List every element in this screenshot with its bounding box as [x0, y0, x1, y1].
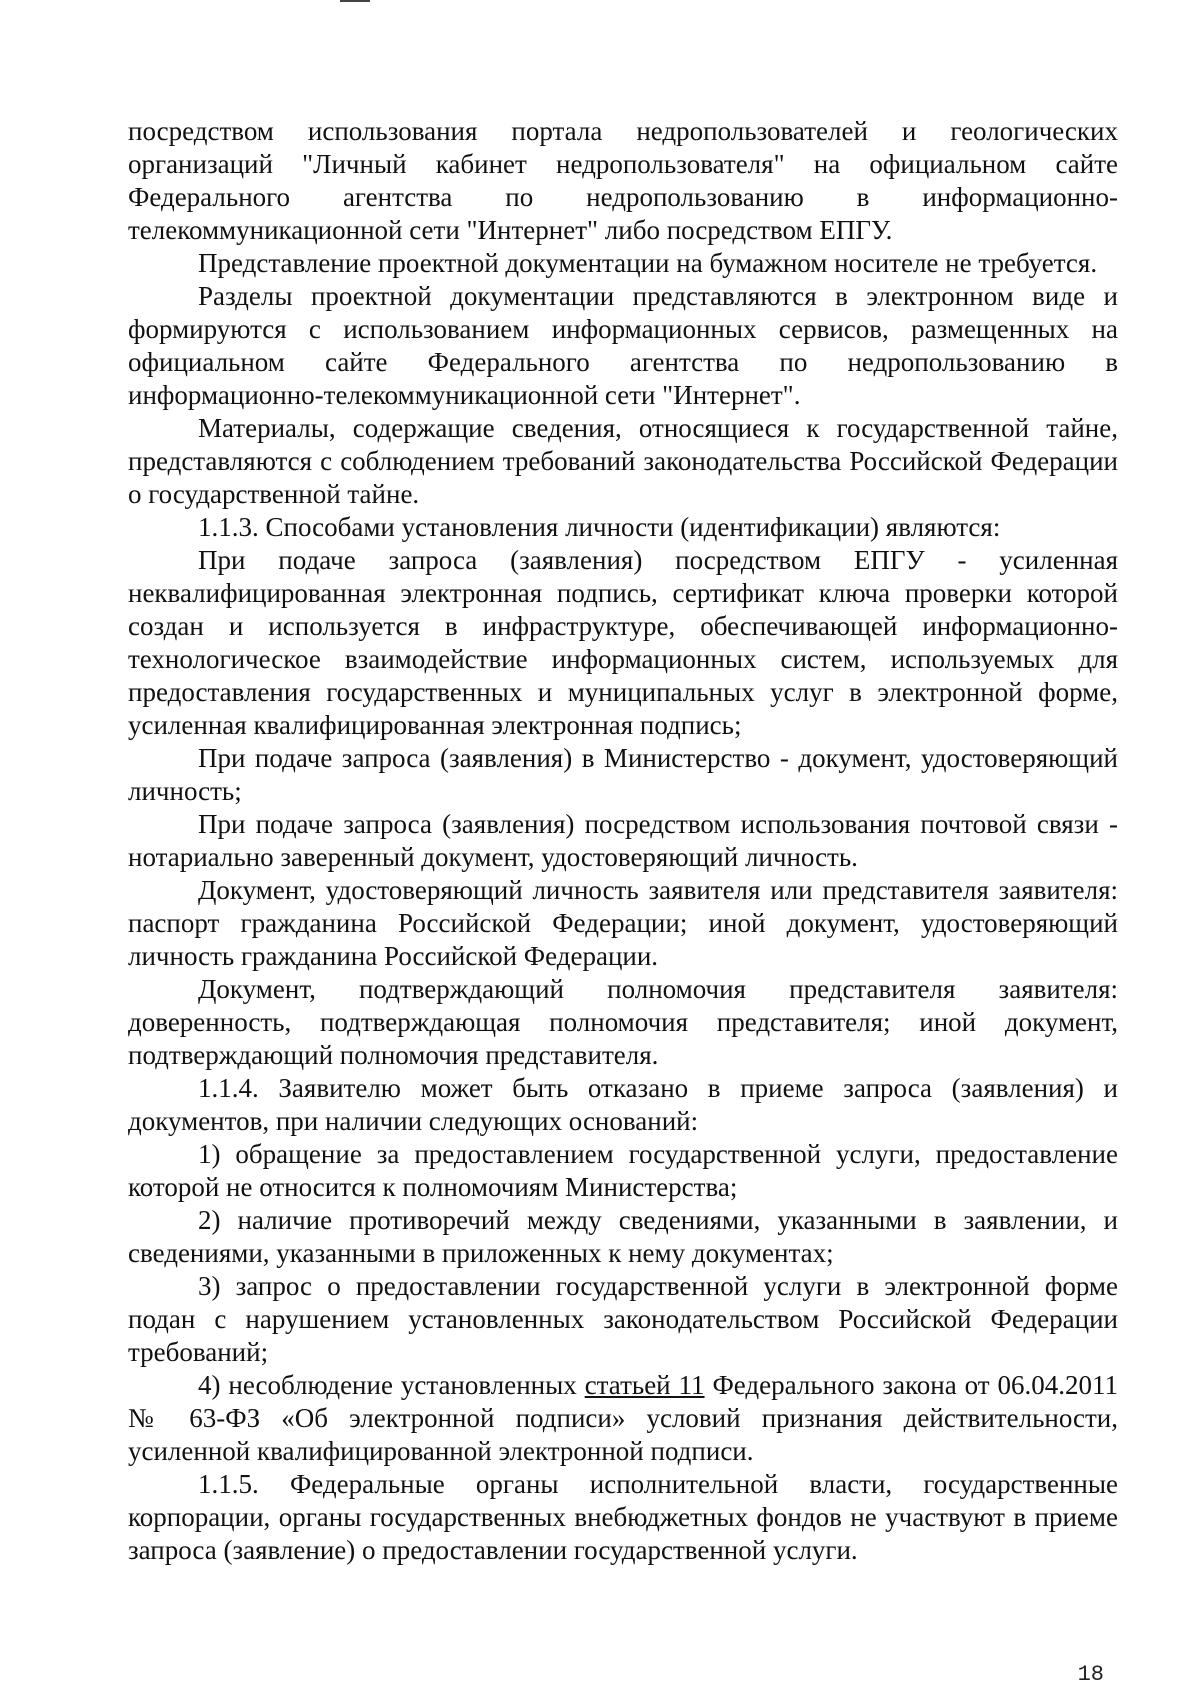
paragraph-16: 1.1.5. Федеральные органы исполнительной власти, государственные корпорации, органы государственных внебюджетных фондов не участвуют в приеме запроса (заявление) о предоставлении государственной услуги. — [128, 1469, 1118, 1565]
paragraph-6: При подаче запроса (заявления) посредством ЕПГУ - усиленная неквалифицированная электронная подпись, сертификат ключа проверки которой создан и используется в инфраструктуре, обеспечивающей информационно-технологическое взаимодействие информационных систем, используемых для предоставления государственных и муниципальных услуг в электронной форме, усиленная квалифицированная электронная подпись; — [128, 545, 1118, 740]
page-number: 18 — [1077, 1662, 1104, 1687]
paragraph-15 — [128, 1369, 1118, 1468]
paragraph-1: посредством использования портала недропользователей и геологических организаций "Личный кабинет недропользователя" на официальном сайте Федерального агентства по недропользованию в информационно-телекоммуникационной сети "Интернет" либо посредством ЕПГУ. — [128, 116, 1118, 245]
paragraph-8: При подаче запроса (заявления) посредством использования почтовой связи - нотариально заверенный документ, удостоверяющий личность. — [128, 809, 1118, 872]
paragraph-15-start: 4) несоблюдение установленных — [198, 1370, 585, 1400]
paragraph-10: Документ, подтверждающий полномочия представителя заявителя: доверенность, подтверждающая полномочия представителя; иной документ, подтверждающий полномочия представителя. — [128, 974, 1118, 1070]
paragraph-4: Материалы, содержащие сведения, относящиеся к государственной тайне, представляются с соблюдением требований законодательства Российской Федерации о государственной тайне. — [128, 413, 1118, 509]
paragraph-14: 3) запрос о предоставлении государственной услуги в электронной форме подан с нарушением установленных законодательством Российской Федерации требований; — [128, 1271, 1118, 1367]
paragraph-15-end: Федерального закона от 06.04.2011 № 63-ФЗ «Об электронной подписи» условий признания действительности, усиленной квалифицированной электронной подписи. — [128, 1370, 1118, 1466]
paragraph-5: 1.1.3. Способами установления личности (идентификации) являются: — [198, 512, 1001, 542]
paragraph-13: 2) наличие противоречий между сведениями, указанными в заявлении, и сведениями, указанными в приложенных к нему документах; — [128, 1205, 1118, 1268]
law-article-link[interactable]: статьей 11 — [584, 1370, 705, 1400]
body-text — [128, 115, 1118, 1567]
paragraph-9: Документ, удостоверяющий личность заявителя или представителя заявителя: паспорт гражданина Российской Федерации; иной документ, удостоверяющий личность гражданина Российской Федерации. — [128, 875, 1118, 971]
paragraph-12: 1) обращение за предоставлением государственной услуги, предоставление которой не относится к полномочиям Министерства; — [128, 1139, 1118, 1202]
scan-artifact — [340, 0, 370, 2]
paragraph-7: При подаче запроса (заявления) в Министерство - документ, удостоверяющий личность; — [128, 743, 1118, 806]
paragraph-2: Представление проектной документации на бумажном носителе не требуется. — [198, 248, 1098, 278]
paragraph-3: Разделы проектной документации представляются в электронном виде и формируются с использованием информационных сервисов, размещенных на официальном сайте Федерального агентства по недропользованию в информационно-телекоммуникационной сети "Интернет". — [128, 281, 1118, 410]
paragraph-11: 1.1.4. Заявителю может быть отказано в приеме запроса (заявления) и документов, при наличии следующих оснований: — [128, 1073, 1118, 1136]
